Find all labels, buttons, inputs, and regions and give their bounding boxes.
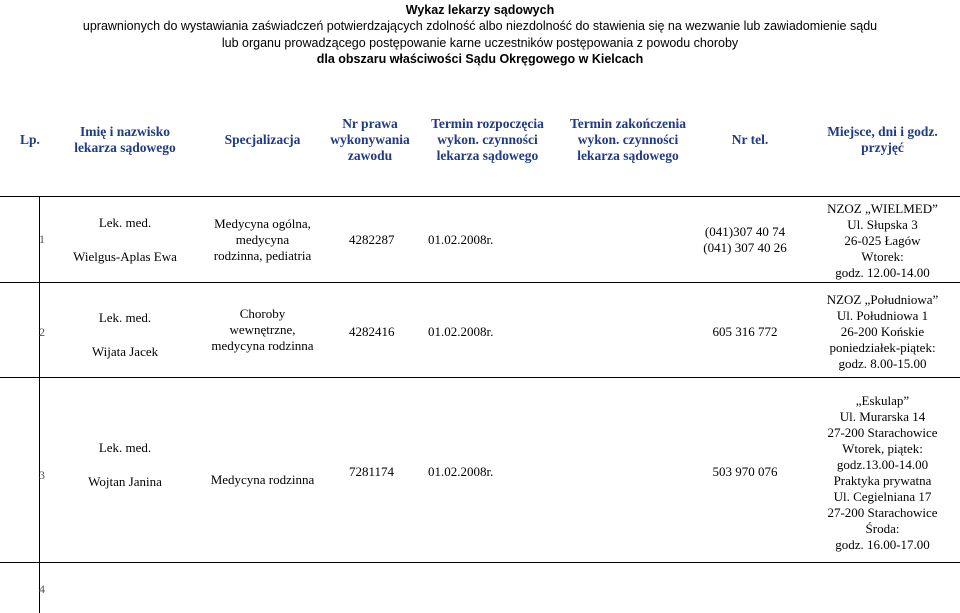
column-header-license: Nr prawa wykonywania zawodu (330, 116, 410, 163)
column-header-place: Miejsce, dni i godz. przyjęć (827, 124, 938, 155)
table-row-divider (0, 282, 960, 283)
table-cell-name: Lek. med. Wojtan Janina (88, 440, 162, 489)
column-header-specialization: Specjalizacja (224, 132, 301, 147)
table-cell-place: NZOZ „Południowa” Ul. Południowa 1 26-200 Końskie poniedziałek-piątek: godz. 8.00-15.00 (826, 292, 939, 371)
subtitle-line-3: dla obszaru właściwości Sądu Okręgowego w Kielcach (316, 52, 644, 66)
table-cell-specialization: Choroby wewnętrzne, medycyna rodzinna (211, 306, 314, 353)
subtitle-line-2: lub organu prowadzącego postępowanie karne uczestników postępowania z powodu choroby (221, 36, 739, 50)
column-header-name: Imię i nazwisko lekarza sądowego (74, 124, 176, 155)
table-cell-start-date: 01.02.2008r. (428, 464, 494, 479)
table-cell-phone: 605 316 772 (712, 324, 778, 339)
table-cell-specialization: Medycyna ogólna, medycyna rodzinna, pediatria (213, 216, 312, 263)
column-header-phone: Nr tel. (731, 132, 769, 147)
column-header-lp: Lp. (20, 132, 40, 147)
row-number-mark: 2 (39, 325, 45, 339)
table-cell-name: Lek. med. Wielgus-Aplas Ewa (73, 215, 177, 264)
row-number-mark: 4 (39, 582, 45, 596)
table-column-divider (39, 196, 40, 613)
table-cell-license: 4282416 (349, 324, 395, 339)
subtitle-line-1: uprawnionych do wystawiania zaświadczeń potwierdzających zdolność albo niezdolność do stawienia się na wezwanie lub zawiadomienie sądu (82, 19, 878, 33)
table-cell-specialization: Medycyna rodzinna (210, 472, 315, 487)
table-cell-place: „Eskulap” Ul. Murarska 14 27-200 Starachowice Wtorek, piątek: godz.13.00-14.00 Praktyka prywatna Ul. Cegielniana 17 27-200 Starachowice Środa: godz. 16.00-17.00 (827, 393, 938, 552)
table-row-divider (0, 377, 960, 378)
row-number-mark: 1 (39, 232, 45, 246)
table-cell-name: Lek. med. Wijata Jacek (91, 310, 159, 359)
table-row-divider (0, 562, 960, 563)
document-title: Wykaz lekarzy sądowych (405, 3, 555, 17)
column-header-end-date: Termin zakończenia wykon. czynności lekarza sądowego (569, 116, 687, 163)
table-cell-place: NZOZ „WIELMED” Ul. Słupska 3 26-025 Łagów Wtorek: godz. 12.00-14.00 (827, 201, 938, 280)
row-number-mark: 3 (39, 468, 45, 482)
table-cell-phone: 503 970 076 (712, 464, 778, 479)
table-cell-start-date: 01.02.2008r. (428, 232, 494, 247)
table-cell-phone: (041)307 40 74 (041) 307 40 26 (703, 224, 787, 255)
table-cell-license: 7281174 (349, 464, 395, 479)
table-row-divider (0, 196, 960, 197)
table-cell-license: 4282287 (349, 232, 395, 247)
table-cell-start-date: 01.02.2008r. (428, 324, 494, 339)
column-header-start-date: Termin rozpoczęcia wykon. czynności lekarza sądowego (431, 116, 544, 163)
